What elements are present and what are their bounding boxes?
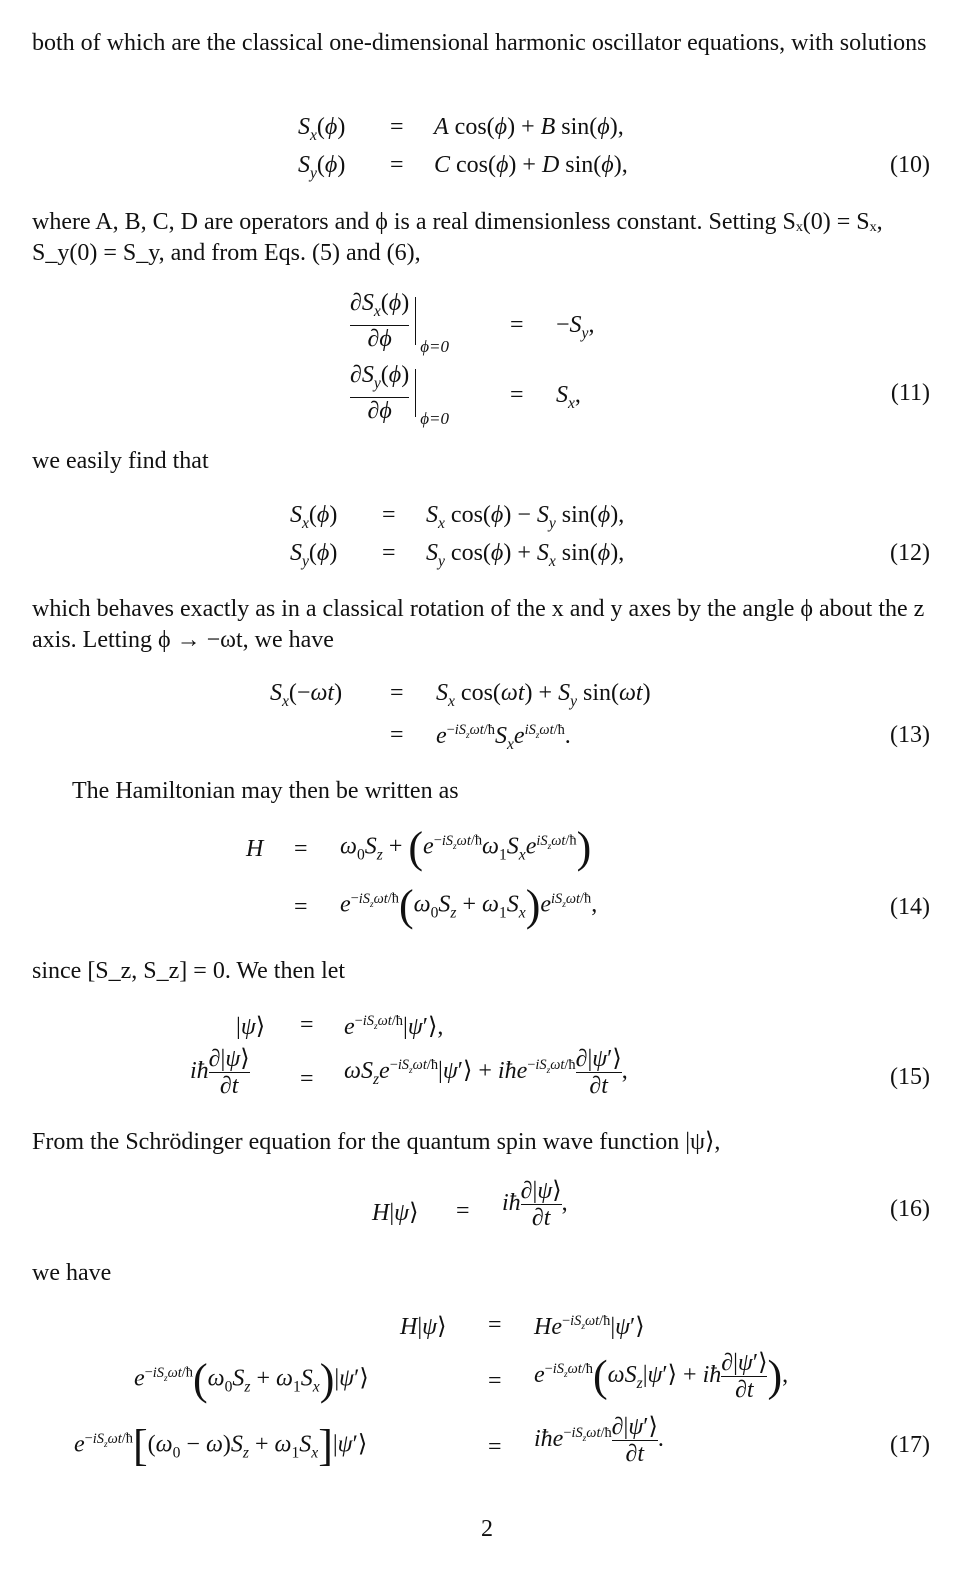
paragraph-find: we easily find that — [32, 448, 209, 474]
paragraph-setting-text: where A, B, C, D are operators and ϕ is a real dimensionless constant. Setting Sₓ(0) = Sₓ, S_y(0) = S_y, and from Eqs. (5) and (6), — [32, 209, 883, 266]
paragraph-intro: both of which are the classical one-dimensional harmonic oscillator equations, with solutions — [32, 30, 927, 56]
paragraph-schrodinger: From the Schrödinger equation for the quantum spin wave function |ψ⟩, — [32, 1129, 721, 1155]
page-number: 2 — [481, 1516, 493, 1542]
equation-number-16: (16) — [890, 1196, 930, 1222]
equation-number-13: (13) — [890, 722, 930, 748]
equation-number-10: (10) — [890, 152, 930, 178]
paragraph-hamiltonian: The Hamiltonian may then be written as — [72, 778, 459, 804]
paragraph-setting — [32, 207, 932, 269]
equation-number-15: (15) — [890, 1064, 930, 1090]
equation-number-17: (17) — [890, 1432, 930, 1458]
equation-number-14: (14) — [890, 894, 930, 920]
equation-number-11: (11) — [890, 380, 930, 406]
equation-number-12: (12) — [890, 540, 930, 566]
paragraph-we-have: we have — [32, 1260, 112, 1286]
paragraph-let: since [S_z, S_z] = 0. We then let — [32, 958, 346, 984]
paragraph-rotation: which behaves exactly as in a classical rotation of the x and y axes by the angle ϕ about the z axis. Letting ϕ → −ωt, we have — [32, 596, 925, 653]
